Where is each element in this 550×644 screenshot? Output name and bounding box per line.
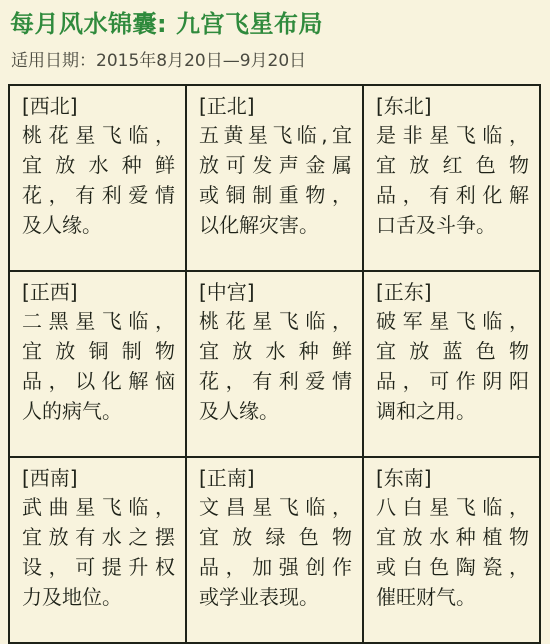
text-line: 花，有利爱情 <box>199 369 352 393</box>
cell-heading: [正北] <box>199 94 255 118</box>
text-line: 花，有利爱情 <box>22 183 175 207</box>
grid-cell-southeast <box>363 457 540 643</box>
cell-heading: [正东] <box>376 280 432 304</box>
cell-heading: [正西] <box>22 280 78 304</box>
text-line: 品，可作阴阳 <box>376 369 529 393</box>
text-line: 或学业表现。 <box>199 585 319 609</box>
text-line: 及人缘。 <box>22 213 102 237</box>
grid-cell-northwest <box>9 85 186 271</box>
text-line: 桃花星飞临， <box>199 309 352 333</box>
text-line: 宜放铜制物 <box>22 339 175 363</box>
cell-heading: [东南] <box>376 466 432 490</box>
page-title: 每月风水锦囊: 九宫飞星布局 <box>10 10 323 38</box>
text-line: 或铜制重物， <box>199 183 352 207</box>
text-line: 宜放绿色物 <box>199 525 352 549</box>
cell-text <box>376 492 529 612</box>
cell-heading: [正南] <box>199 466 255 490</box>
text-line: 武曲星飞临， <box>22 495 175 519</box>
text-line: 文昌星飞临， <box>199 495 352 519</box>
text-line: 品，以化解恼 <box>22 369 175 393</box>
text-line: 人的病气。 <box>22 399 122 423</box>
cell-heading: [东北] <box>376 94 432 118</box>
text-line: 是非星飞临， <box>376 123 529 147</box>
nine-palace-grid <box>8 84 541 644</box>
grid-row <box>9 85 540 271</box>
cell-text <box>199 492 352 612</box>
text-line: 宜放水种鲜 <box>22 153 175 177</box>
text-line: 宜放水种植物 <box>376 525 529 549</box>
cell-text <box>22 492 175 612</box>
text-line: 宜放有水之摆 <box>22 525 175 549</box>
grid-cell-south <box>186 457 363 643</box>
grid-cell-east <box>363 271 540 457</box>
text-line: 催旺财气。 <box>376 585 476 609</box>
grid-row <box>9 271 540 457</box>
text-line: 设，可提升权 <box>22 555 175 579</box>
cell-heading: [中宫] <box>199 280 255 304</box>
grid-cell-northeast <box>363 85 540 271</box>
text-line: 宜放水种鲜 <box>199 339 352 363</box>
cell-text <box>199 306 352 426</box>
cell-text <box>376 120 529 240</box>
text-line: 五黄星飞临,宜 <box>199 123 352 147</box>
text-line: 破军星飞临， <box>376 309 529 333</box>
grid-cell-west <box>9 271 186 457</box>
cell-text <box>22 306 175 426</box>
text-line: 口舌及斗争。 <box>376 213 496 237</box>
text-line: 力及地位。 <box>22 585 122 609</box>
text-line: 八白星飞临， <box>376 495 529 519</box>
grid-row <box>9 457 540 643</box>
text-line: 及人缘。 <box>199 399 279 423</box>
cell-text <box>199 120 352 240</box>
text-line: 宜放红色物 <box>376 153 529 177</box>
grid-cell-north <box>186 85 363 271</box>
cell-text <box>376 306 529 426</box>
grid-cell-center <box>186 271 363 457</box>
text-line: 品，有利化解 <box>376 183 529 207</box>
grid-cell-southwest <box>9 457 186 643</box>
text-line: 调和之用。 <box>376 399 476 423</box>
text-line: 或白色陶瓷， <box>376 555 529 579</box>
text-line: 放可发声金属 <box>199 153 352 177</box>
text-line: 二黑星飞临， <box>22 309 175 333</box>
text-line: 宜放蓝色物 <box>376 339 529 363</box>
text-line: 以化解灾害。 <box>199 213 319 237</box>
text-line: 桃花星飞临， <box>22 123 175 147</box>
text-line: 品，加强创作 <box>199 555 352 579</box>
cell-heading: [西南] <box>22 466 78 490</box>
cell-text <box>22 120 175 240</box>
date-range: 适用日期：2015年8月20日—9月20日 <box>11 51 307 71</box>
cell-heading: [西北] <box>22 94 78 118</box>
